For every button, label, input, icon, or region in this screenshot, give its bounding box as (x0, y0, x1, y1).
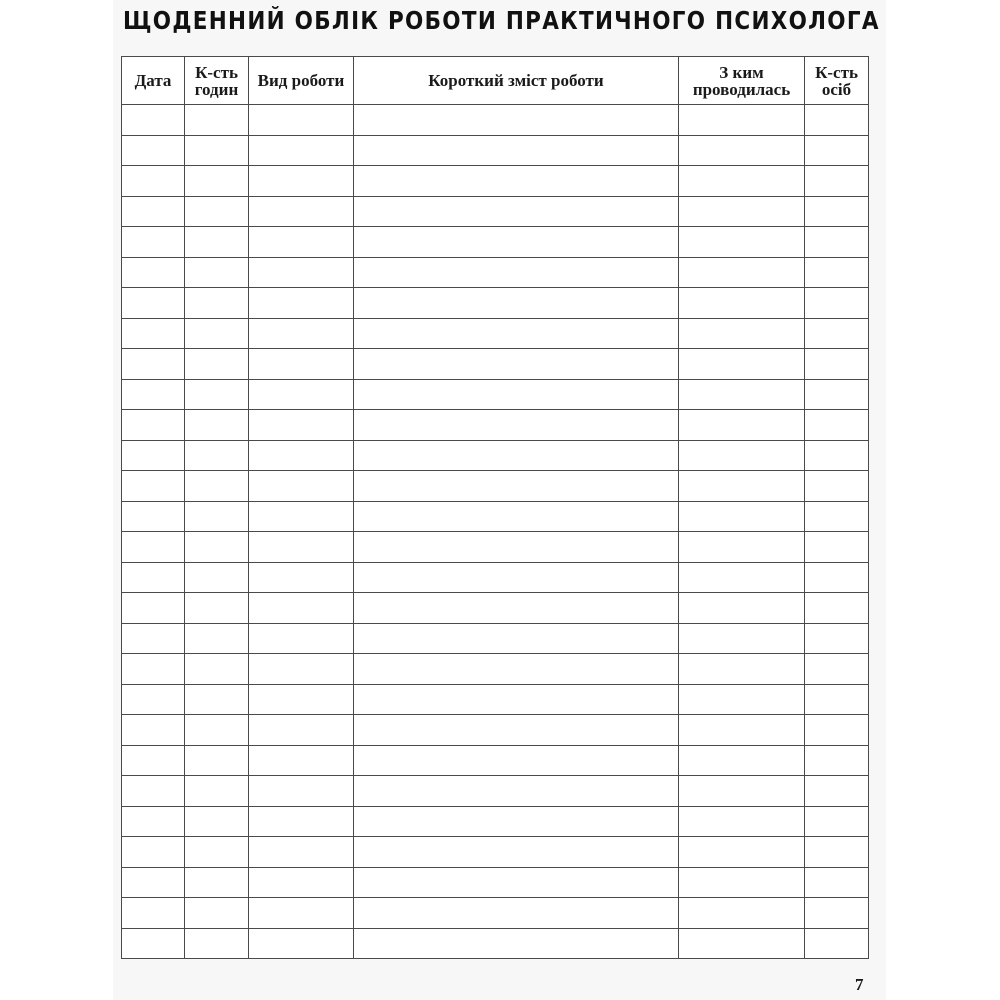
cell-persons[interactable] (805, 318, 869, 349)
cell-date[interactable] (122, 654, 185, 685)
page-number: 7 (855, 975, 864, 994)
cell-work-type[interactable] (249, 837, 354, 868)
cell-summary[interactable] (354, 227, 679, 258)
cell-work-type[interactable] (249, 166, 354, 197)
table-row (122, 501, 869, 532)
cell-summary[interactable] (354, 379, 679, 410)
table-row (122, 806, 869, 837)
cell-work-type[interactable] (249, 867, 354, 898)
cell-persons[interactable] (805, 623, 869, 654)
cell-persons[interactable] (805, 776, 869, 807)
cell-date[interactable] (122, 471, 185, 502)
cell-with-whom[interactable] (679, 745, 805, 776)
cell-with-whom[interactable] (679, 105, 805, 136)
cell-with-whom[interactable] (679, 440, 805, 471)
cell-work-type[interactable] (249, 928, 354, 959)
cell-summary[interactable] (354, 928, 679, 959)
cell-with-whom[interactable] (679, 257, 805, 288)
cell-work-type[interactable] (249, 562, 354, 593)
cell-hours[interactable] (185, 928, 249, 959)
table-row (122, 532, 869, 563)
cell-with-whom[interactable] (679, 501, 805, 532)
cell-persons[interactable] (805, 257, 869, 288)
table-row (122, 379, 869, 410)
cell-work-type[interactable] (249, 684, 354, 715)
cell-date[interactable] (122, 776, 185, 807)
cell-summary[interactable] (354, 867, 679, 898)
cell-date[interactable] (122, 593, 185, 624)
cell-hours[interactable] (185, 867, 249, 898)
table-row (122, 257, 869, 288)
cell-persons[interactable] (805, 105, 869, 136)
cell-work-type[interactable] (249, 288, 354, 319)
cell-hours[interactable] (185, 745, 249, 776)
cell-work-type[interactable] (249, 654, 354, 685)
cell-work-type[interactable] (249, 227, 354, 258)
cell-date[interactable] (122, 867, 185, 898)
cell-with-whom[interactable] (679, 837, 805, 868)
table-row (122, 928, 869, 959)
table-row (122, 562, 869, 593)
cell-persons[interactable] (805, 135, 869, 166)
cell-work-type[interactable] (249, 196, 354, 227)
cell-date[interactable] (122, 318, 185, 349)
cell-date[interactable] (122, 288, 185, 319)
table-row (122, 349, 869, 380)
cell-summary[interactable] (354, 654, 679, 685)
cell-with-whom[interactable] (679, 593, 805, 624)
cell-hours[interactable] (185, 440, 249, 471)
cell-work-type[interactable] (249, 135, 354, 166)
table-row (122, 227, 869, 258)
cell-summary[interactable] (354, 471, 679, 502)
cell-with-whom[interactable] (679, 776, 805, 807)
cell-work-type[interactable] (249, 349, 354, 380)
cell-date[interactable] (122, 928, 185, 959)
cell-with-whom[interactable] (679, 806, 805, 837)
cell-date[interactable] (122, 227, 185, 258)
cell-hours[interactable] (185, 288, 249, 319)
cell-with-whom[interactable] (679, 349, 805, 380)
cell-persons[interactable] (805, 349, 869, 380)
table-row (122, 684, 869, 715)
cell-summary[interactable] (354, 776, 679, 807)
cell-persons[interactable] (805, 745, 869, 776)
cell-persons[interactable] (805, 867, 869, 898)
cell-persons[interactable] (805, 593, 869, 624)
cell-work-type[interactable] (249, 532, 354, 563)
cell-work-type[interactable] (249, 623, 354, 654)
cell-work-type[interactable] (249, 318, 354, 349)
cell-hours[interactable] (185, 715, 249, 746)
cell-hours[interactable] (185, 776, 249, 807)
cell-summary[interactable] (354, 623, 679, 654)
cell-work-type[interactable] (249, 715, 354, 746)
cell-with-whom[interactable] (679, 928, 805, 959)
cell-summary[interactable] (354, 440, 679, 471)
cell-persons[interactable] (805, 684, 869, 715)
cell-persons[interactable] (805, 471, 869, 502)
cell-summary[interactable] (354, 806, 679, 837)
cell-hours[interactable] (185, 257, 249, 288)
cell-date[interactable] (122, 898, 185, 929)
table-row (122, 898, 869, 929)
cell-with-whom[interactable] (679, 532, 805, 563)
cell-persons[interactable] (805, 227, 869, 258)
cell-summary[interactable] (354, 410, 679, 441)
cell-with-whom[interactable] (679, 379, 805, 410)
cell-with-whom[interactable] (679, 410, 805, 441)
cell-work-type[interactable] (249, 379, 354, 410)
cell-date[interactable] (122, 196, 185, 227)
cell-summary[interactable] (354, 135, 679, 166)
cell-persons[interactable] (805, 562, 869, 593)
table-row (122, 471, 869, 502)
cell-hours[interactable] (185, 166, 249, 197)
cell-hours[interactable] (185, 593, 249, 624)
cell-date[interactable] (122, 837, 185, 868)
cell-work-type[interactable] (249, 745, 354, 776)
cell-date[interactable] (122, 410, 185, 441)
cell-hours[interactable] (185, 318, 249, 349)
cell-date[interactable] (122, 440, 185, 471)
cell-persons[interactable] (805, 654, 869, 685)
cell-hours[interactable] (185, 684, 249, 715)
cell-summary[interactable] (354, 257, 679, 288)
cell-date[interactable] (122, 623, 185, 654)
cell-date[interactable] (122, 501, 185, 532)
cell-persons[interactable] (805, 532, 869, 563)
cell-persons[interactable] (805, 410, 869, 441)
table-row (122, 715, 869, 746)
cell-persons[interactable] (805, 440, 869, 471)
cell-persons[interactable] (805, 837, 869, 868)
table-row (122, 593, 869, 624)
cell-work-type[interactable] (249, 471, 354, 502)
cell-hours[interactable] (185, 898, 249, 929)
cell-date[interactable] (122, 166, 185, 197)
cell-work-type[interactable] (249, 257, 354, 288)
cell-summary[interactable] (354, 593, 679, 624)
cell-persons[interactable] (805, 379, 869, 410)
page-title: ЩОДЕННИЙ ОБЛІК РОБОТИ ПРАКТИЧНОГО ПСИХОЛОГА (123, 6, 880, 35)
cell-work-type[interactable] (249, 776, 354, 807)
cell-with-whom[interactable] (679, 471, 805, 502)
cell-with-whom[interactable] (679, 684, 805, 715)
cell-with-whom[interactable] (679, 623, 805, 654)
cell-hours[interactable] (185, 562, 249, 593)
cell-hours[interactable] (185, 227, 249, 258)
column-header-date: Дата (122, 57, 185, 105)
table-row (122, 410, 869, 441)
cell-hours[interactable] (185, 654, 249, 685)
cell-with-whom[interactable] (679, 867, 805, 898)
cell-persons[interactable] (805, 715, 869, 746)
cell-hours[interactable] (185, 105, 249, 136)
cell-date[interactable] (122, 745, 185, 776)
table-row (122, 654, 869, 685)
table-header-row (122, 57, 869, 105)
cell-with-whom[interactable] (679, 135, 805, 166)
column-header-work-type: Вид роботи (249, 57, 354, 105)
cell-hours[interactable] (185, 471, 249, 502)
cell-with-whom[interactable] (679, 654, 805, 685)
cell-with-whom[interactable] (679, 227, 805, 258)
cell-summary[interactable] (354, 562, 679, 593)
table-body (122, 105, 869, 959)
cell-work-type[interactable] (249, 593, 354, 624)
cell-persons[interactable] (805, 288, 869, 319)
cell-persons[interactable] (805, 196, 869, 227)
cell-date[interactable] (122, 379, 185, 410)
cell-date[interactable] (122, 715, 185, 746)
column-header-with-whom: З ким проводилась (679, 57, 805, 105)
cell-hours[interactable] (185, 135, 249, 166)
table-row (122, 440, 869, 471)
cell-work-type[interactable] (249, 806, 354, 837)
cell-summary[interactable] (354, 501, 679, 532)
cell-date[interactable] (122, 806, 185, 837)
cell-persons[interactable] (805, 501, 869, 532)
cell-work-type[interactable] (249, 440, 354, 471)
cell-work-type[interactable] (249, 501, 354, 532)
cell-work-type[interactable] (249, 898, 354, 929)
cell-date[interactable] (122, 349, 185, 380)
cell-with-whom[interactable] (679, 166, 805, 197)
cell-summary[interactable] (354, 349, 679, 380)
cell-persons[interactable] (805, 928, 869, 959)
cell-hours[interactable] (185, 410, 249, 441)
cell-with-whom[interactable] (679, 318, 805, 349)
cell-with-whom[interactable] (679, 715, 805, 746)
table-row (122, 135, 869, 166)
cell-summary[interactable] (354, 684, 679, 715)
cell-hours[interactable] (185, 532, 249, 563)
cell-work-type[interactable] (249, 105, 354, 136)
column-header-summary: Короткий зміст роботи (354, 57, 679, 105)
cell-with-whom[interactable] (679, 288, 805, 319)
cell-with-whom[interactable] (679, 898, 805, 929)
cell-summary[interactable] (354, 898, 679, 929)
cell-date[interactable] (122, 105, 185, 136)
cell-with-whom[interactable] (679, 562, 805, 593)
cell-summary[interactable] (354, 532, 679, 563)
table-row (122, 837, 869, 868)
cell-summary[interactable] (354, 318, 679, 349)
table-row (122, 105, 869, 136)
cell-date[interactable] (122, 684, 185, 715)
cell-summary[interactable] (354, 715, 679, 746)
cell-summary[interactable] (354, 745, 679, 776)
cell-summary[interactable] (354, 105, 679, 136)
cell-summary[interactable] (354, 288, 679, 319)
cell-hours[interactable] (185, 806, 249, 837)
cell-date[interactable] (122, 257, 185, 288)
table-row (122, 623, 869, 654)
cell-hours[interactable] (185, 196, 249, 227)
column-header-hours: К-сть годин (185, 57, 249, 105)
cell-persons[interactable] (805, 898, 869, 929)
cell-with-whom[interactable] (679, 196, 805, 227)
cell-date[interactable] (122, 562, 185, 593)
cell-date[interactable] (122, 135, 185, 166)
cell-summary[interactable] (354, 837, 679, 868)
cell-hours[interactable] (185, 501, 249, 532)
cell-hours[interactable] (185, 837, 249, 868)
cell-date[interactable] (122, 532, 185, 563)
cell-summary[interactable] (354, 196, 679, 227)
cell-persons[interactable] (805, 806, 869, 837)
cell-work-type[interactable] (249, 410, 354, 441)
table-row (122, 318, 869, 349)
cell-hours[interactable] (185, 349, 249, 380)
table-row (122, 196, 869, 227)
table-row (122, 776, 869, 807)
table-row (122, 288, 869, 319)
cell-summary[interactable] (354, 166, 679, 197)
table-row (122, 166, 869, 197)
cell-persons[interactable] (805, 166, 869, 197)
cell-hours[interactable] (185, 379, 249, 410)
daily-log-table (121, 56, 869, 959)
column-header-persons: К-сть осіб (805, 57, 869, 105)
table-row (122, 745, 869, 776)
table-row (122, 867, 869, 898)
cell-hours[interactable] (185, 623, 249, 654)
